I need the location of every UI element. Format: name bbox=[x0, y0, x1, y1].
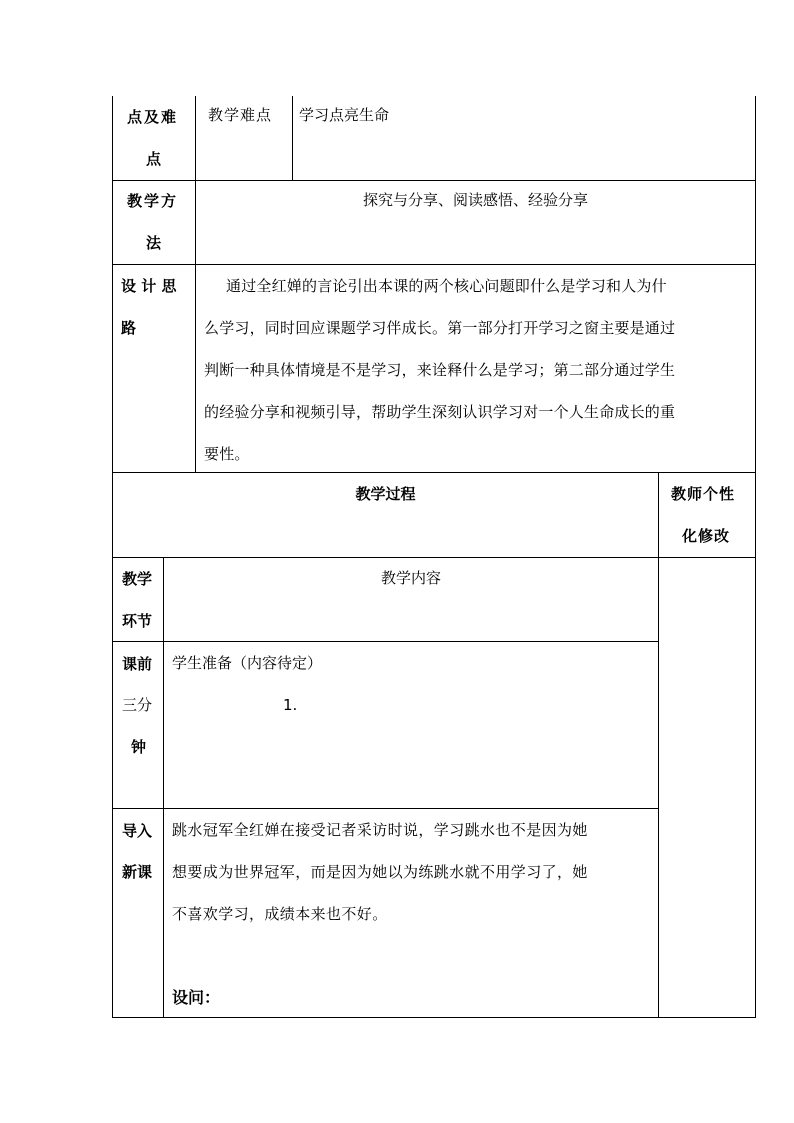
table2-bottom bbox=[112, 1017, 756, 1018]
design-line-3: 判断一种具体情境是不是学习，来诠释什么是学习；第二部分通过学生 bbox=[204, 361, 676, 379]
row2-label-line2: 法 bbox=[146, 234, 162, 252]
row1-sub-label: 教学难点 bbox=[208, 106, 273, 124]
row3-label-line2: 路 bbox=[121, 319, 137, 337]
row1-label-line1: 点及难 bbox=[127, 108, 179, 126]
table2-right-border bbox=[755, 472, 756, 1018]
row2-label-line1: 教学方 bbox=[127, 192, 179, 210]
content-title: 教学内容 bbox=[380, 569, 441, 587]
side-header-line1: 教师个性 bbox=[671, 485, 736, 503]
row-prep-content-line1: 学生准备（内容待定） bbox=[172, 654, 323, 672]
question-label: 设问： bbox=[172, 988, 221, 1007]
table1-label-divider bbox=[195, 96, 196, 473]
row-prep-label-line2: 三分 bbox=[122, 696, 153, 714]
table2-header-bottom bbox=[112, 557, 756, 558]
row-intro-label-line2: 新课 bbox=[122, 863, 153, 881]
subheader-label-line1: 教学 bbox=[122, 570, 153, 588]
table2-row1-bottom bbox=[112, 808, 659, 809]
table2-side-divider bbox=[658, 472, 659, 1018]
row1-label-line2: 点 bbox=[146, 150, 162, 168]
row-intro-content-line2: 想要成为世界冠军，而是因为她以为练跳水就不用学习了，她 bbox=[172, 863, 588, 881]
table2-left-border bbox=[112, 472, 113, 1018]
row1-value: 学习点亮生命 bbox=[299, 106, 390, 124]
side-header-line2: 化修改 bbox=[682, 527, 731, 545]
row-prep-label-line1: 课前 bbox=[122, 655, 153, 673]
process-header-title: 教学过程 bbox=[355, 485, 416, 503]
design-line-1: 通过全红婵的言论引出本课的两个核心问题即什么是学习和人为什 bbox=[226, 277, 667, 295]
design-thinking-paragraph bbox=[204, 265, 752, 475]
table1-right-border bbox=[755, 96, 756, 473]
row-intro-label-line1: 导入 bbox=[122, 822, 153, 840]
design-line-4: 的经验分享和视频引导，帮助学生深刻认识学习对一个人生命成长的重 bbox=[204, 403, 676, 421]
table2-label-divider bbox=[163, 557, 164, 1018]
table1-row1-bottom bbox=[112, 180, 756, 181]
row-prep-label-line3: 钟 bbox=[131, 738, 147, 756]
row3-label-line1: 设 计 思 bbox=[121, 277, 177, 295]
subheader-label-line2: 环节 bbox=[122, 612, 153, 630]
table2-subheader-bottom bbox=[112, 641, 659, 642]
design-line-5: 要性。 bbox=[204, 445, 250, 463]
design-line-2: 么学习，同时回应课题学习伴成长。第一部分打开学习之窗主要是通过 bbox=[204, 319, 676, 337]
row-prep-content-line2: 1. bbox=[283, 696, 298, 714]
table1-left-border bbox=[112, 96, 113, 473]
row-intro-content-line1: 跳水冠军全红婵在接受记者采访时说，学习跳水也不是因为她 bbox=[172, 821, 588, 839]
table1-sublabel-divider bbox=[292, 96, 293, 180]
row-intro-content-line3: 不喜欢学习，成绩本来也不好。 bbox=[172, 905, 388, 923]
row2-value: 探究与分享、阅读感悟、经验分享 bbox=[362, 191, 588, 209]
